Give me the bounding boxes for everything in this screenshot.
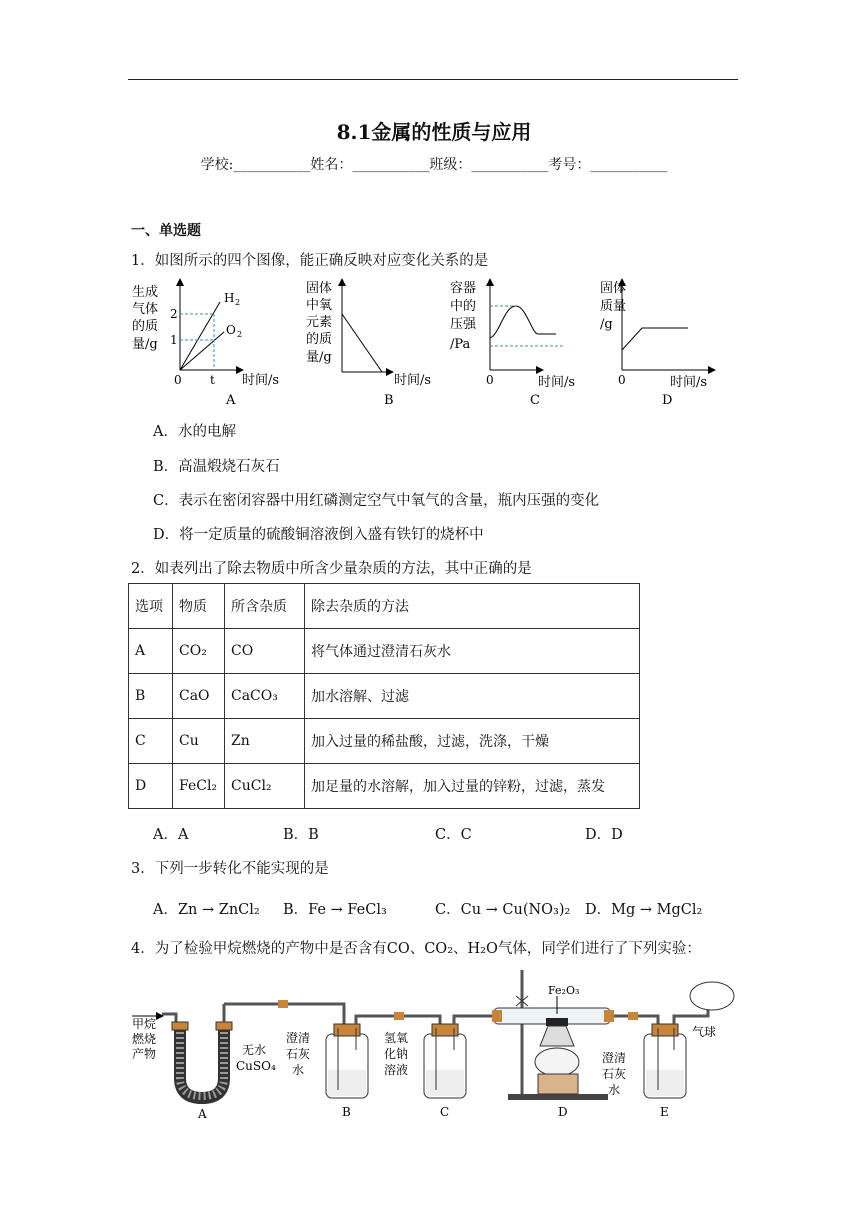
table-cell: 将气体通过澄清石灰水: [305, 629, 640, 674]
question-1-option-a: A．水的电解: [153, 424, 236, 440]
inlet-label-2: 燃烧: [132, 1032, 157, 1046]
b-reagent-label-1: 澄清: [286, 1031, 311, 1045]
table-row: [129, 629, 640, 674]
question-3-option-a: A．Zn → ZnCl₂: [153, 902, 260, 918]
table-cell: Zn: [225, 719, 305, 764]
table-cell: 加入过量的稀盐酸，过滤，洗涤，干燥: [305, 719, 640, 764]
d-reagent-label: Fe₂O₃: [548, 984, 580, 997]
caption-e: E: [660, 1105, 669, 1119]
table-cell: 加水溶解、过滤: [305, 674, 640, 719]
question-2-option-d: D．D: [585, 827, 623, 843]
graph-d-ylabel-1: 固体: [600, 281, 627, 296]
graph-d-ylabel-2: 质量: [600, 299, 627, 314]
question-2-stem: 2．如表列出了除去物质中所含少量杂质的方法，其中正确的是: [131, 561, 532, 577]
question-2-option-a: A．A: [153, 827, 189, 843]
graph-a-tick-2: 2: [170, 307, 178, 321]
graph-c-ylabel-3: 压强: [450, 317, 477, 332]
graph-b-caption: B: [384, 393, 394, 408]
question-3-option-b: B．Fe → FeCl₃: [283, 902, 387, 918]
graph-b: [306, 280, 431, 408]
graph-a-origin: 0: [174, 373, 182, 387]
table-cell: B: [129, 674, 173, 719]
question-1-option-d: D．将一定质量的硫酸铜溶液倒入盛有铁钉的烧杯中: [153, 527, 484, 543]
bottle-c: [424, 1024, 466, 1098]
e-reagent-label-1: 澄清: [602, 1051, 627, 1065]
graph-d-origin: 0: [618, 373, 626, 387]
table-row: [129, 764, 640, 809]
graph-d: [600, 280, 712, 408]
graph-d-ylabel-3: /g: [600, 317, 613, 332]
graph-a-h2-label: H: [224, 291, 235, 305]
graph-c: [450, 281, 575, 408]
table-header-cell: 选项: [129, 584, 173, 629]
question-3-option-d: D．Mg → MgCl₂: [585, 902, 703, 918]
question-2-option-c: C．C: [435, 827, 472, 843]
graph-c-curve: [490, 306, 556, 338]
graph-c-caption: C: [530, 393, 540, 408]
table-cell: Cu: [173, 719, 225, 764]
graph-a-tick-1: 1: [170, 333, 178, 347]
page-title: 8.1金属的性质与应用: [336, 120, 532, 144]
c-reagent-label-3: 溶液: [384, 1063, 409, 1077]
balloon-label: 气球: [692, 1025, 717, 1039]
table-cell: CaCO₃: [225, 674, 305, 719]
table-cell: FeCl₂: [173, 764, 225, 809]
graph-b-ylabel-3: 元素: [306, 315, 333, 330]
graph-a-ylabel-4: 量/g: [132, 337, 158, 352]
student-info-line: 学校:___________姓名：___________班级：___________考号：___________: [200, 157, 668, 173]
question-1-stem: 1．如图所示的四个图像，能正确反映对应变化关系的是: [131, 253, 489, 269]
header-rule: [128, 79, 738, 80]
graph-b-line: [342, 314, 382, 372]
graph-a-caption: A: [226, 393, 236, 408]
bottle-b: [326, 1024, 368, 1098]
a-reagent-label-1: 无水: [242, 1043, 267, 1057]
graph-a-o2-sub: 2: [237, 330, 243, 339]
caption-b: B: [342, 1105, 351, 1119]
table-cell: CO₂: [173, 629, 225, 674]
graph-a-h2-sub: 2: [235, 298, 241, 307]
e-reagent-label-2: 石灰: [602, 1067, 627, 1081]
c-reagent-label-1: 氢氧: [384, 1031, 409, 1045]
graph-b-xlabel: 时间/s: [394, 373, 432, 388]
table-cell: CO: [225, 629, 305, 674]
graph-a-tick-t: t: [210, 373, 215, 387]
caption-c: C: [440, 1105, 450, 1119]
c-reagent-label-2: 化钠: [384, 1047, 409, 1061]
a-reagent-label-2: CuSO₄: [236, 1059, 276, 1073]
graph-a-ylabel-2: 气体: [132, 302, 159, 317]
question-4-stem: 4．为了检验甲烷燃烧的产物中是否含有CO、CO₂、H₂O气体，同学们进行了下列实验：: [131, 941, 701, 957]
graph-a-xlabel: 时间/s: [242, 373, 280, 388]
balloon: [690, 982, 734, 1010]
table-header-row: [129, 584, 640, 629]
table-cell: D: [129, 764, 173, 809]
graph-a-o2-line: [180, 332, 224, 370]
graph-d-xlabel: 时间/s: [670, 375, 708, 390]
u-tube-a: [172, 1004, 232, 1098]
graph-b-ylabel-1: 固体: [306, 281, 333, 296]
table-row: [129, 719, 640, 764]
caption-d: D: [558, 1105, 568, 1119]
question-1-option-c: C．表示在密闭容器中用红磷测定空气中氧气的含量，瓶内压强的变化: [153, 493, 600, 509]
table-cell: CuCl₂: [225, 764, 305, 809]
graph-c-xlabel: 时间/s: [538, 375, 576, 390]
inlet-label-3: 产物: [132, 1047, 157, 1061]
section-heading: 一、单选题: [131, 223, 201, 239]
graph-a: [132, 282, 279, 408]
question-3-option-c: C．Cu → Cu(NO₃)₂: [435, 902, 571, 918]
e-reagent-label-3: 水: [608, 1083, 621, 1097]
graph-d-caption: D: [662, 393, 673, 408]
graph-b-ylabel-5: 量/g: [306, 350, 332, 365]
graph-d-line: [622, 328, 688, 350]
graph-a-ylabel-3: 的质: [132, 319, 159, 334]
caption-a: A: [198, 1107, 207, 1121]
question-3-stem: 3．下列一步转化不能实现的是: [131, 861, 329, 877]
graph-c-ylabel-1: 容器: [450, 281, 477, 296]
question-1-graphs: [128, 276, 728, 408]
b-reagent-label-3: 水: [292, 1063, 305, 1077]
table-header-cell: 除去杂质的方法: [305, 584, 640, 629]
graph-a-ylabel-1: 生成: [132, 285, 159, 300]
graph-b-ylabel-2: 中氧: [306, 298, 333, 313]
inlet-label-1: 甲烷: [132, 1017, 157, 1031]
table-row: [129, 674, 640, 719]
question-2-option-b: B．B: [283, 827, 319, 843]
graph-c-ylabel-2: 中的: [450, 299, 477, 314]
table-cell: A: [129, 629, 173, 674]
graph-c-ylabel-4: /Pa: [450, 337, 471, 352]
question-1-option-b: B．高温煅烧石灰石: [153, 459, 280, 475]
bottle-e: [644, 1024, 686, 1098]
table-cell: C: [129, 719, 173, 764]
graph-a-o2-label: O: [226, 323, 236, 337]
b-reagent-label-2: 石灰: [286, 1047, 311, 1061]
table-header-cell: 所含杂质: [225, 584, 305, 629]
table-cell: CaO: [173, 674, 225, 719]
question-2-table: [128, 583, 640, 809]
graph-b-ylabel-4: 的质: [306, 332, 333, 347]
graph-c-origin: 0: [486, 373, 494, 387]
table-cell: 加足量的水溶解，加入过量的锌粉，过滤，蒸发: [305, 764, 640, 809]
question-4-apparatus: [128, 966, 748, 1126]
table-header-cell: 物质: [173, 584, 225, 629]
